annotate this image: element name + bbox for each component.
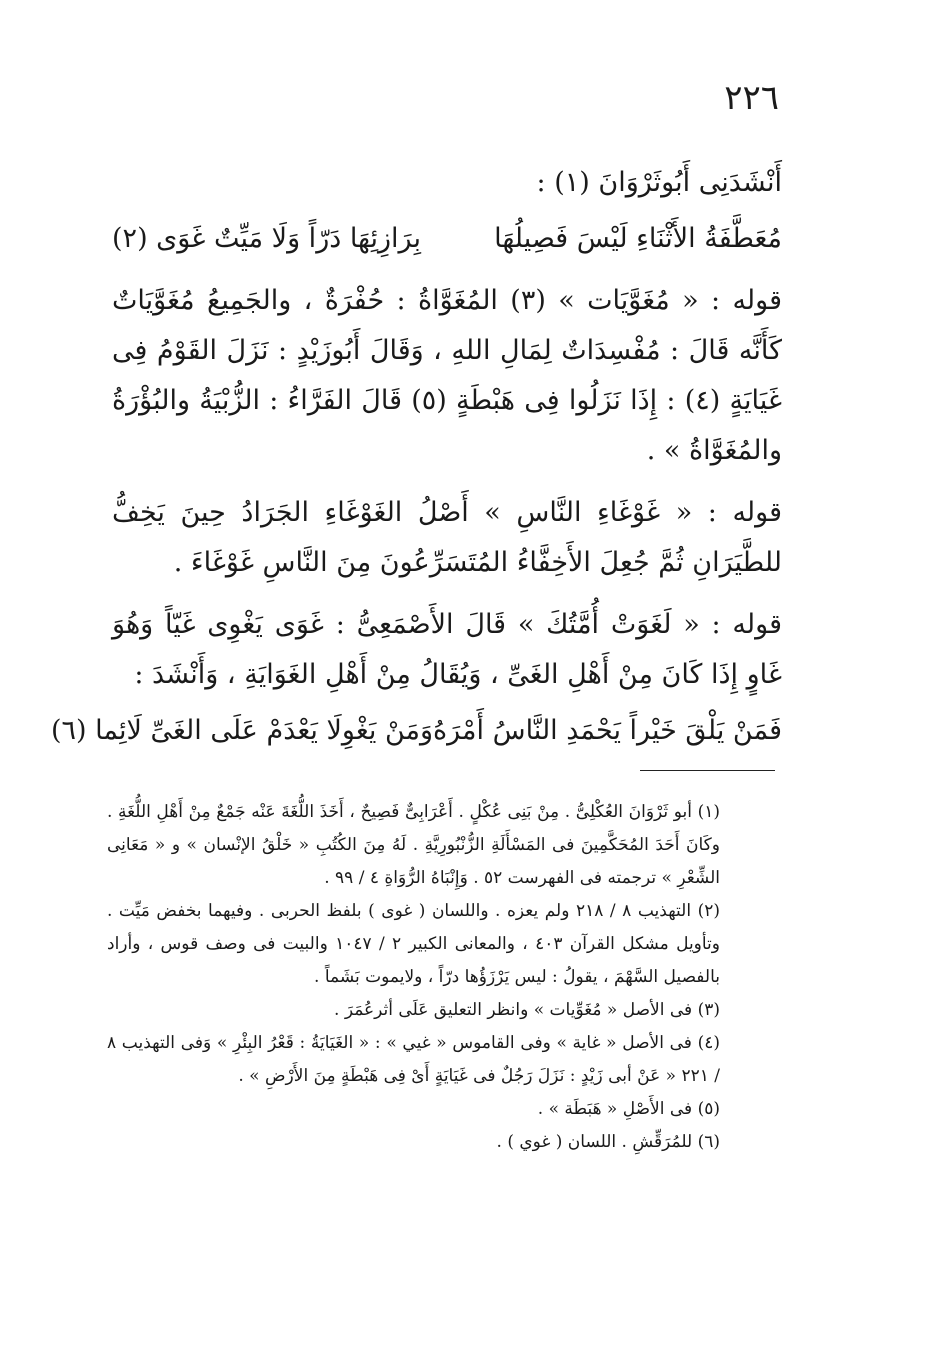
footnote-1: (١) أبو ثَرْوَانَ العُكْلِىُّ . مِنْ بَنِى عُكْلٍ . أَعْرَابِىٌّ فَصِيحٌ ، أَخَذَ اللُّغَةَ عَنْه جَمْعٌ مِنْ أَهْلِ اللُّغَةِ . وكَانَ أَحَدَ المُحَكَّمِينَ فى المَسْأَلَةِ الزُّنْبُورِيَّةِ . لَهُ مِنَ الكُتُبِ « خَلْقُ الإنْسان » و « مَعَانِى الشِّعْرِ » ترجمته فى الفهرست ٥٢ . وَإِنْبَاهُ الرُّوَاةِ ٤ / ٩٩ . xyxy=(107,802,720,888)
paragraph-laghawat: قوله : « لَغَوَتْ أُمَّتُكَ » قَالَ الأَصْمَعِىُّ : غَوَى يَغْوِى غَيّاً وَهُوَ غَاوٍ إِذَا كَانَ مِنْ أَهْلِ الغَىِّ ، وَيُقَالُ مِنْ أَهْلِ الغَوَايَةِ ، وَأَنْشَدَ : xyxy=(112,609,782,690)
main-text xyxy=(50,158,783,766)
footnote-5: (٥) فى الأَصْلِ « هَبَطَة » . xyxy=(537,1099,720,1119)
verse-2 xyxy=(50,706,782,756)
footnote-separator xyxy=(640,770,775,771)
verse-1-first-hemistich: مُعَطَّفَةُ الأَثْنَاءِ لَيْسَ فَصِيلُهَا xyxy=(494,223,782,254)
footnote-6: (٦) للمُرَقِّشِ . اللسان ( غوي ) . xyxy=(496,1132,720,1152)
paragraph-ghawgha: قوله : « غَوْغَاءِ النَّاسِ » أَصْلُ الغَوْغَاءِ الجَرَادُ حِينَ يَخِفُّ للطَّيَرَانِ ثُمَّ جُعِلَ الأَخِفَّاءُ المُتَسَرِّعُونَ مِنَ النَّاسِ غَوْغَاءَ . xyxy=(112,497,782,578)
verse-1 xyxy=(112,214,782,264)
footnotes xyxy=(107,796,782,1159)
verse-2-first-hemistich: فَمَنْ يَلْقَ خَيْراً يَحْمَدِ النَّاسُ أَمْرَهُ xyxy=(433,715,782,746)
footnote-4: (٤) فى الأصل « غاية » وفى القاموس « غيي » : « الغَيَايَةُ : قَعْرُ البِئْرِ » وَفى التهذيب ٨ / ٢٢١ « عَنْ أبى زَيْدٍ : نَزَلَ رَجُلٌ فى غَيَايَةٍ أَىْ فِى هَبْطَةٍ مِنَ الأَرْضِ » . xyxy=(107,1033,720,1086)
intro-line: أَنْشَدَنِى أَبُوثَرْوَانَ (١) : xyxy=(536,167,782,198)
footnote-3: (٣) فى الأصل « مُغَوِّيات » وانظر التعليق عَلَى أثرعُمَرَ . xyxy=(334,1000,720,1020)
verse-1-second-hemistich: بِرَازِئِهَا دَرّاً وَلَا مَيِّتٌ غَوَى (٢) xyxy=(112,223,421,254)
verse-2-second-hemistich: وَمَنْ يَغْوِلَا يَعْدَمْ عَلَى الغَىِّ لَائِما (٦) xyxy=(50,715,434,746)
paragraph-mughawwayat: قوله : « مُغَوَّيَات » (٣) المُغَوَّاةُ : حُفْرَةٌ ، والجَمِيعُ مُغَوَّيَاتٌ كَأَنَّه قَالَ : مُفْسِدَاتٌ لِمَالِ اللهِ ، وَقَالَ أَبُوزَيْدٍ : نَزَلَ القَوْمُ فِى غَيَايَةٍ (٤) : إِذَا نَزَلُوا فِى هَبْطَةٍ (٥) قَالَ الفَرَّاءُ : الزُّبْيَةُ والبُؤْرَةُ والمُغَوَّاةُ » . xyxy=(112,285,783,466)
page-number: ٢٢٦ xyxy=(724,78,779,118)
footnote-2: (٢) التهذيب ٨ / ٢١٨ ولم يعزه . واللسان ( غوى ) بلفظ الحربى . وفيهما بخفض مَيِّت . وتأويل مشكل القرآن ٤٠٣ ، والمعانى الكبير ٢ / ١٠٤٧ والبيت فى وصف قوس ، وأراد بالفصيل السَّهْمَ ، يقولُ : ليس يَرْزَؤُها درّاً ، ولايموت بَشَماً . xyxy=(107,901,720,987)
